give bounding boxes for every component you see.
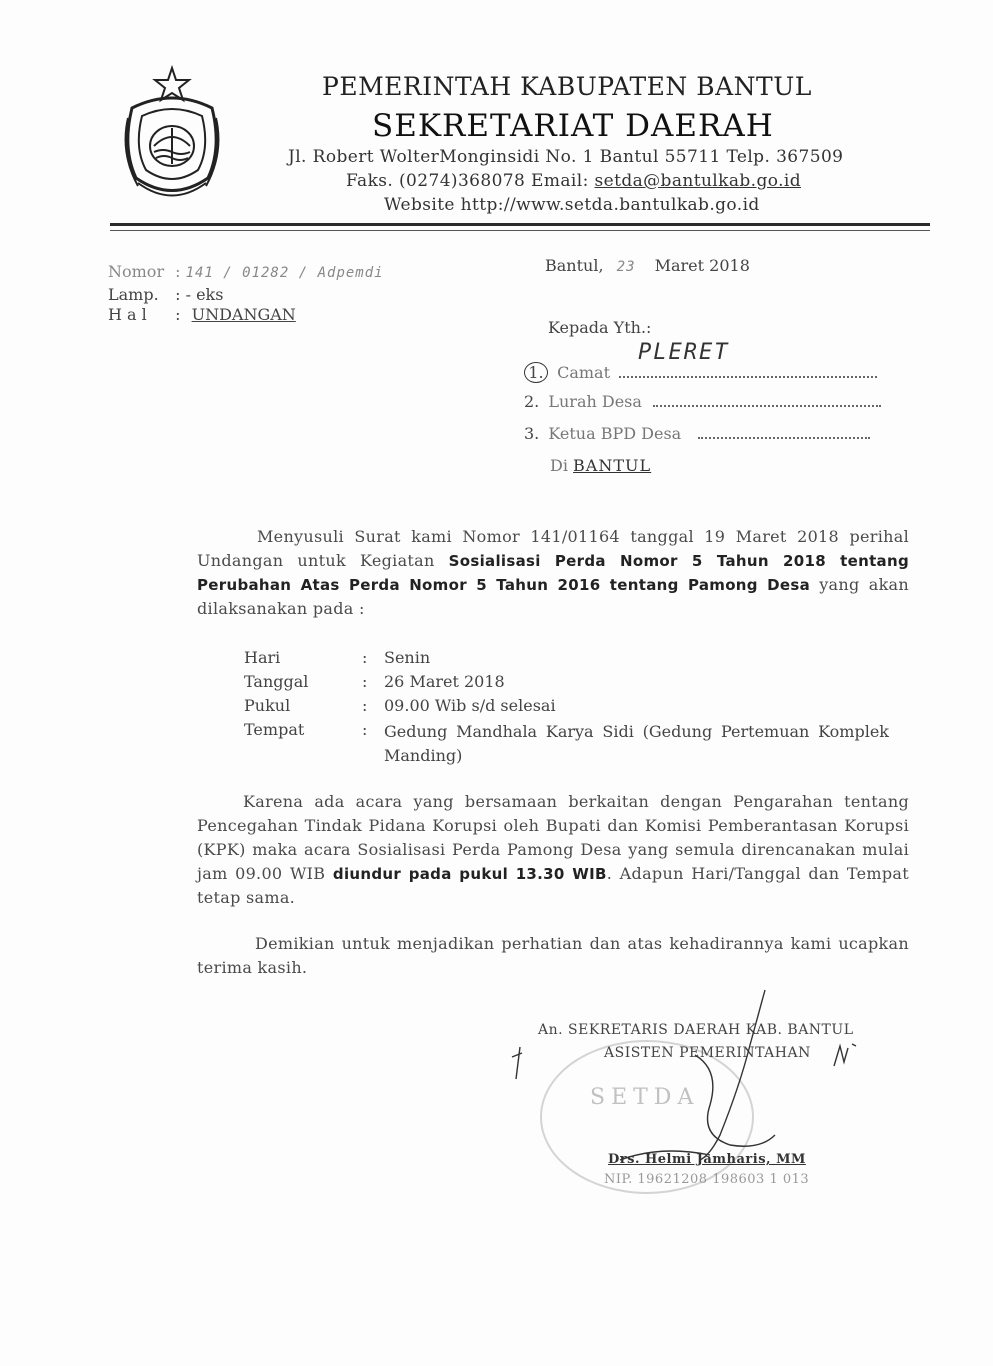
- nomor-value: 141 / 01282 / Adpemdi: [185, 265, 384, 281]
- recipients-greeting: Kepada Yth.:: [548, 318, 652, 337]
- recipient-number: 1.: [524, 362, 548, 383]
- detail-label: Tanggal: [244, 672, 309, 691]
- paraf-mark-right: [830, 1040, 860, 1070]
- di-label: Di: [550, 456, 568, 475]
- recipient-fill-line: [698, 425, 870, 439]
- detail-colon: :: [362, 672, 368, 691]
- intro-paragraph: [197, 525, 909, 621]
- intro-text-a: Menyusuli Surat kami Nomor 141/01164 tanggal 19 Maret 2018 perihal Undangan untuk Kegiatan: [197, 527, 909, 570]
- dateline-day: 23: [616, 259, 636, 275]
- recipient-label: Camat: [557, 363, 611, 382]
- detail-value: 26 Maret 2018: [384, 672, 505, 691]
- recipient-number: 3.: [524, 424, 540, 443]
- nomor-label: Nomor: [108, 262, 165, 281]
- recipient-item: [524, 362, 877, 383]
- recipient-fill-line: [619, 364, 877, 378]
- header-rule-thick: [110, 223, 930, 226]
- bantul-emblem-logo: [118, 58, 226, 208]
- recipient-label: Lurah Desa: [548, 392, 642, 411]
- website-line: Website http://www.setda.bantulkab.go.id: [384, 195, 760, 215]
- recipient-number: 2.: [524, 392, 540, 411]
- recipient-fill-line: [653, 393, 881, 407]
- stamp-text: SETDA: [590, 1085, 700, 1110]
- detail-row: [244, 672, 894, 696]
- location-value: BANTUL: [573, 456, 652, 475]
- signatory-position: ASISTEN PEMERINTAHAN: [604, 1045, 811, 1061]
- handwritten-signature: [600, 985, 800, 1175]
- recipient-item: [524, 424, 870, 443]
- detail-label: Pukul: [244, 696, 291, 715]
- header-rule-thin: [110, 230, 930, 231]
- detail-label: Hari: [244, 648, 281, 667]
- intro-bold: Sosialisasi Perda Nomor 5 Tahun 2018 tentang Perubahan Atas Perda Nomor 5 Tahun 2016 tentang Pamong Desa: [197, 552, 909, 594]
- fax-prefix: Faks. (0274)368078 Email:: [346, 171, 595, 191]
- dateline: [545, 256, 750, 275]
- detail-row: [244, 648, 894, 672]
- detail-row: [244, 696, 894, 720]
- detail-value: Gedung Mandhala Karya Sidi (Gedung Pertemuan Komplek Manding): [384, 722, 889, 765]
- dateline-month-year: Maret 2018: [654, 256, 750, 275]
- hal-label: H a l: [108, 305, 147, 324]
- lamp-label: Lamp.: [108, 285, 159, 304]
- paraf-mark-left: [508, 1045, 528, 1081]
- email-link[interactable]: setda@bantulkab.go.id: [594, 171, 801, 191]
- hal-value: UNDANGAN: [191, 305, 296, 324]
- signatory-name: Drs. Helmi Jamharis, MM: [608, 1152, 806, 1167]
- lamp-value: : - eks: [175, 285, 224, 304]
- government-name: PEMERINTAH KABUPATEN BANTUL: [322, 72, 812, 101]
- recipient-location: [550, 456, 651, 475]
- lamp-row: [108, 285, 223, 304]
- recipient-handwritten: PLERET: [638, 340, 730, 365]
- detail-colon: :: [362, 696, 368, 715]
- detail-row: [244, 720, 894, 768]
- fax-email-line: [346, 171, 801, 191]
- detail-value: 09.00 Wib s/d selesai: [384, 696, 556, 715]
- detail-value: Senin: [384, 648, 431, 667]
- hal-row: [108, 305, 296, 324]
- signatory-title: An. SEKRETARIS DAERAH KAB. BANTUL: [538, 1022, 854, 1038]
- signatory-nip: NIP. 19621208 198603 1 013: [604, 1172, 810, 1187]
- dateline-place: Bantul,: [545, 256, 604, 275]
- reschedule-paragraph: [197, 790, 909, 910]
- hal-sep: :: [175, 305, 181, 324]
- recipient-label: Ketua BPD Desa: [548, 424, 682, 443]
- reschedule-bold: diundur pada pukul 13.30 WIB: [332, 865, 607, 883]
- intro-text-b: yang akan dilaksanakan pada :: [197, 575, 910, 618]
- event-details: [244, 648, 894, 768]
- detail-colon: :: [362, 720, 368, 739]
- recipient-item: [524, 392, 881, 411]
- detail-colon: :: [362, 648, 368, 667]
- detail-label: Tempat: [244, 720, 305, 739]
- closing-paragraph: Demikian untuk menjadikan perhatian dan atas kehadirannya kami ucapkan terima kasih.: [197, 934, 909, 977]
- nomor-sep: :: [175, 262, 181, 281]
- reschedule-text-a: Karena ada acara yang bersamaan berkaitan dengan Pengarahan tentang Pencegahan Tindak Pidana Korupsi oleh Bupati dan Komisi Pemberantasan Korupsi (KPK) maka acara Sosialisasi Perda Pamong Desa yang semula direncanakan mulai jam 09.00 WIB: [197, 792, 909, 883]
- reschedule-text-b: . Adapun Hari/Tanggal dan Tempat tetap sama.: [197, 864, 909, 907]
- office-name: SEKRETARIAT DAERAH: [372, 108, 774, 144]
- address-line: Jl. Robert WolterMonginsidi No. 1 Bantul 55711 Telp. 367509: [288, 147, 844, 167]
- nomor-row: [108, 262, 384, 281]
